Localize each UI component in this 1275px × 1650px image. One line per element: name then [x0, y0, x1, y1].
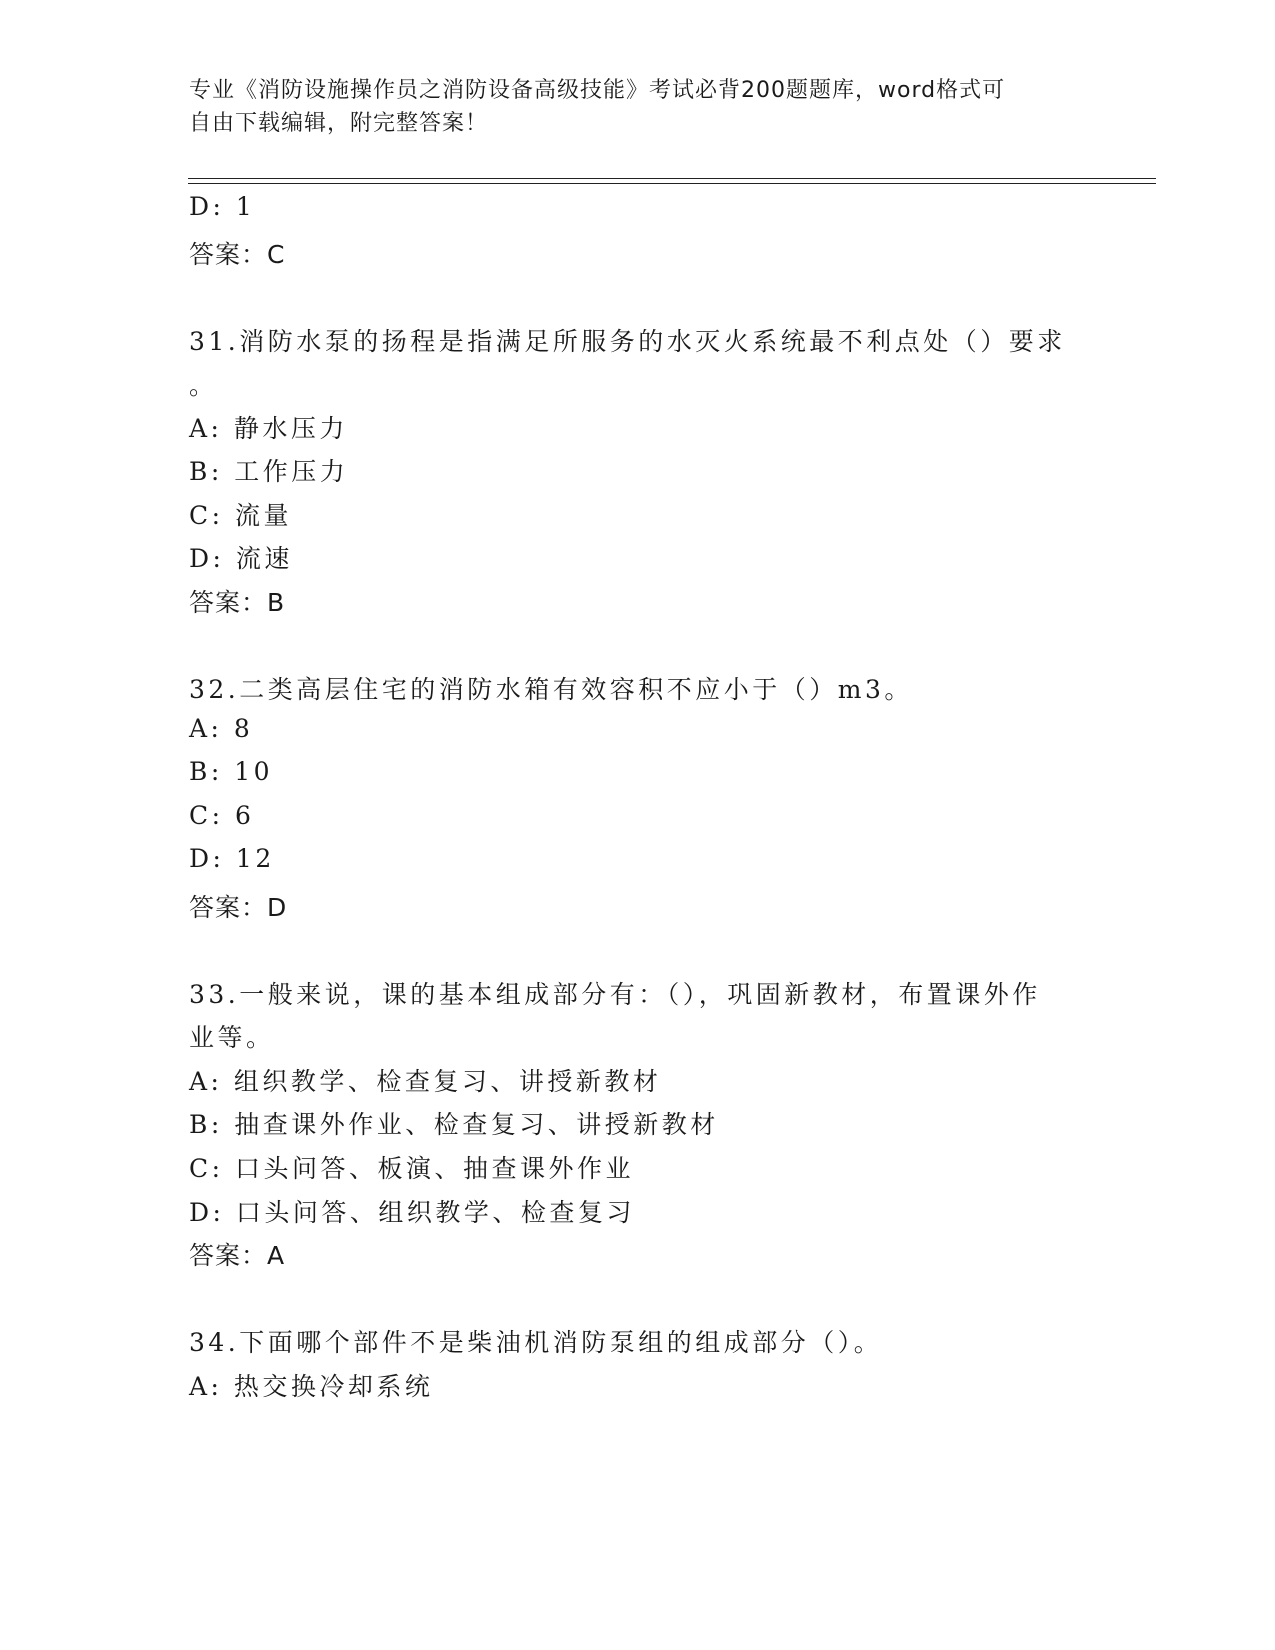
- header-divider-top: [188, 178, 1156, 179]
- question-31-option-c: C: 流量: [189, 501, 292, 530]
- prev-option-d: D: 1: [189, 192, 256, 221]
- question-33-option-a: A: 组织教学、检查复习、讲授新教材: [189, 1067, 662, 1096]
- question-31-stem-cont: 。: [189, 371, 218, 400]
- question-31-option-d: D: 流速: [189, 544, 293, 573]
- question-33-stem: 33.一般来说，课的基本组成部分有：（），巩固新教材，布置课外作: [189, 980, 1041, 1009]
- question-32-answer: 答案：D: [189, 893, 288, 922]
- header-title-line-1: 专业《消防设施操作员之消防设备高级技能》考试必背200题题库，word格式可: [189, 78, 1006, 103]
- question-31-stem: 31.消防水泵的扬程是指满足所服务的水灭火系统最不利点处（）要求: [189, 327, 1066, 356]
- question-33-option-d: D: 口头问答、组织教学、检查复习: [189, 1198, 635, 1227]
- question-32-option-a: A: 8: [189, 714, 254, 743]
- question-34-option-a: A: 热交换冷却系统: [189, 1372, 434, 1401]
- question-31-option-a: A: 静水压力: [189, 414, 348, 443]
- question-33-stem-cont: 业等。: [189, 1023, 275, 1052]
- question-33-answer: 答案：A: [189, 1241, 286, 1270]
- question-32-option-c: C: 6: [189, 801, 255, 830]
- question-32-option-d: D: 12: [189, 844, 275, 873]
- question-33-option-b: B: 抽查课外作业、检查复习、讲授新教材: [189, 1110, 719, 1139]
- question-31-answer: 答案：B: [189, 588, 286, 617]
- header-divider-bottom: [188, 183, 1156, 184]
- question-34-stem: 34.下面哪个部件不是柴油机消防泵组的组成部分（）。: [189, 1328, 883, 1357]
- question-32-option-b: B: 10: [189, 757, 274, 786]
- prev-answer: 答案：C: [189, 240, 286, 269]
- header-title-line-2: 自由下载编辑，附完整答案！: [189, 111, 489, 136]
- question-31-option-b: B: 工作压力: [189, 457, 349, 486]
- document-header: [189, 74, 1089, 140]
- question-33-option-c: C: 口头问答、板演、抽查课外作业: [189, 1154, 634, 1183]
- question-32-stem: 32.二类高层住宅的消防水箱有效容积不应小于（）m3。: [189, 675, 913, 704]
